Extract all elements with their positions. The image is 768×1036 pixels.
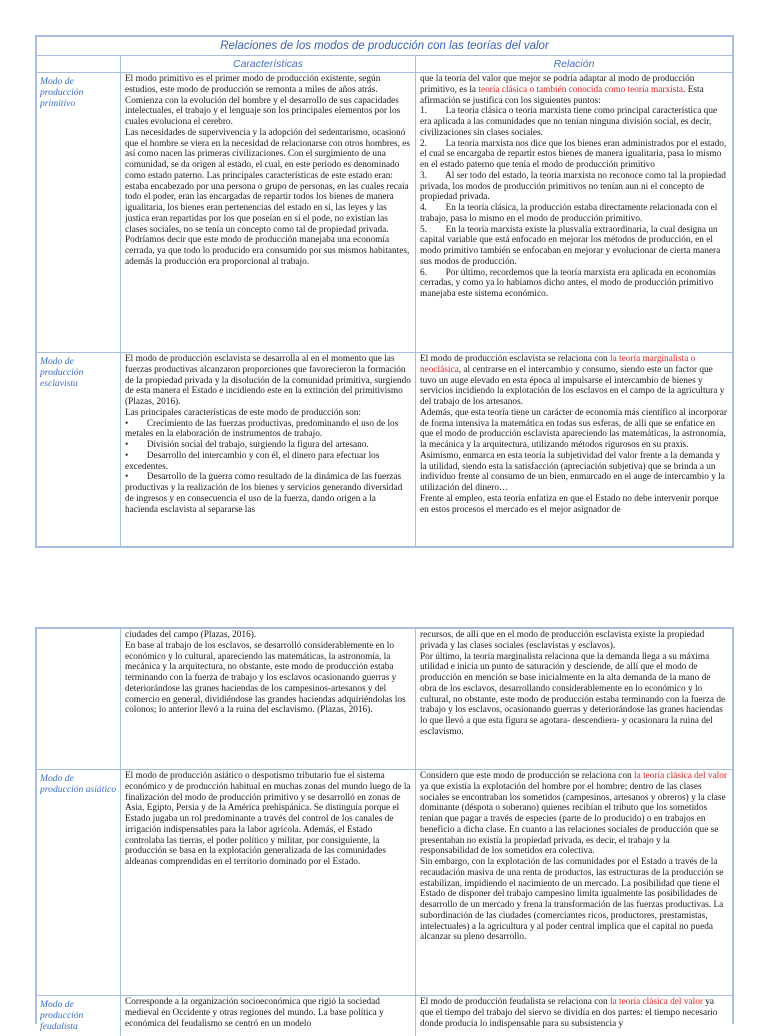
relations-table: [35, 35, 734, 548]
row-label: Modo de producción primitivo: [40, 76, 84, 109]
header-characteristics: Características: [121, 56, 416, 72]
highlighted-theory: la teoría clásica del valor: [610, 997, 703, 1007]
highlighted-theory: la teoría clásica del valor: [634, 771, 727, 781]
highlighted-theory: la teoría marginalista o neoclásica: [420, 354, 698, 375]
characteristics-cell: El modo de producción asiático o despotismo tributario fue el sistema económico y de producción habitual en muchas zonas del mundo luego de la finalización del modo de producción primitivo y se desarrolló en zonas de Asia, Egipto, Persia y de la América prehispánica. Se distinguía porque el Estado jugaba un rol predominante a través del control de los canales de irrigación indispensables para la labor agrícola. Además, el Estado controlaba las tierras, el poder político y militar, por consiguiente, la producción se basa en la explotación generalizada de las comunidades aldeanas comprendidas en el territorio dominado por el Estado.: [125, 771, 413, 867]
relation-cell: El modo de producción feudalista se relaciona con la teoría clásica del valor ya que el tiempo del trabajo del siervo se dividía en dos partes: el tiempo necesario donde producía lo indispensable para su subsistencia y: [420, 997, 720, 1029]
row-label: Modo de producción feudalista: [40, 999, 84, 1032]
relation-cell: El modo de producción esclavista se relaciona con la teoría marginalista o neoclásica, al centrarse en el intercambio y consumo, siendo este un factor que tuvo un auge elevado en esta época al impulsarse el intercambio de bienes y servicios incidiendo la explotación de los esclavos en el campo de la agricultura y del trabajo de los artesanos. Además, que esta teoría tiene un carácter de economía más científico al incorporar de forma intensiva la matemática en todas sus esferas, de allí que se enfatice en que el modo de producción esclavista apareciendo las matemáticas, la astronomía, la mecánica y la arquitectura, utilizando métodos rigurosos en su praxis. Asimismo, enmarca en esta teoría la subjetividad del valor frente a la demanda y la utilidad, siendo esta la satisfacción (apreciación subjetiva) que se brinda a un individuo frente al consumo de un bien, enmarcado en el auge de intercambio y la utilización del dinero… Frente al empleo, esta teoría enfatiza en que el Estado no debe intervenir porque en estos procesos el mercado es el mejor asignador de: [420, 354, 727, 515]
relation-cell: recursos, de allí que en el modo de producción esclavista existe la propiedad privada y las clases sociales (esclavistas y esclavos). Por último, la teoría marginalista relaciona que la demanda llega a su máxima utilidad e inicia un punto de saturación y desciende, de allí que el modo de producción en mención se base inicialmente en la alta demanda de la mano de obra de los esclavos, desarrollando considerablemente en lo económico y lo cultural, no obstante, este modo de producción estaba terminando con la fuerza de trabajo y los esclavos, ocasionando guerras y deteriorándose las granes haciendas lo que llevó a que esta figura se agotara- descendiera- y ocasionara la ruina del esclavismo.: [420, 630, 726, 737]
header-empty-cell: [37, 56, 121, 72]
relation-cell: que la teoría del valor que mejor se podría adaptar al modo de producción primitivo, es la teoría clásica o también conocida como teoría marxista. Esta afirmación se justifica con los siguientes puntos: 1. La teoría clásica o teoría marxista tiene como principal característica que era aplicada a las comunidades que no tenían ninguna división social, es decir, civilizaciones sin clases sociales. 2. La teoría marxista nos dice que los bienes eran administrados por el estado, el cual se encargaba de repartir estos bienes de manera igualitaria, pasa lo mismo en el estado paterno que tenía el modo de producción primitivo 3. Al ser todo del estado, la teoría marxista no reconoce como tal la propiedad privada, los modos de producción primitivos no tenían aun ni el concepto de propiedad privada. 4. En la teoría clásica, la producción estaba directamente relacionada con el trabajo, pasa lo mismo en el modo de producción primitivo. 5. En la teoría marxista existe la plusvalía extraordinaria, la cual designa un capital variable que está enfocado en mejorar los métodos de producción, en el modo primitivo también se enfocaban en mejorar y evolucionar de cierta manera sus modos de producción. 6. Por último, recordemos que la teoría marxista era aplicada en economías cerradas, y como ya lo habíamos dicho antes, el modo de producción primitivo manejaba este sistema económico.: [420, 74, 727, 299]
table-row-primitivo: [37, 73, 732, 353]
row-label: [37, 629, 120, 632]
relation-cell: Considero que este modo de producción se relaciona con la teoría clásica del valor ya que existía la explotación del hombre por el hombre; dentro de las clases sociales se encontraban los sometidos (campesinos, artesanos y obreros) y la clase dominante (déspota o soberano) quienes recibían el tributo que los sometidos tenían que pagar a través de especies (parte de lo producido) o en trabajos en beneficio a dicha clase. En cuanto a las relaciones sociales de producción que se presentaban no existía la propiedad privada, es decir, el trabajo y la responsabilidad de los sometidos era colectiva. Sin embargo, con la explotación de las comunidades por el Estado a través de la recaudación masiva de una renta de productos, las estructuras de la producción se estabilizan, impidiendo el nacimiento de un mercado. La posibilidad que tiene el Estado de disponer del trabajo campesino limita igualmente las posibilidades de desarrollo de un mercado y frena la transformación de las fuerzas productivas. La subordinación de las ciudades (comerciantes ricos, productores, prestamistas, intelectuales) a la agricultura y al poder central implica que el capital no pueda alcanzar su pleno desarrollo.: [420, 771, 727, 943]
characteristics-cell: Corresponde a la organización socioeconómica que rigió la sociedad medieval en Occidente y otras regiones del mundo. La base política y económica del feudalismo se centró en un modelo: [125, 997, 387, 1029]
header-relation: Relación: [553, 58, 595, 70]
highlighted-theory: teoría clásica o también conocida como teoría marxista: [478, 84, 684, 95]
table-row-esclavista: [37, 353, 732, 547]
table-row-asiatico: [37, 770, 732, 996]
characteristics-cell: El modo de producción esclavista se desarrolla al en el momento que las fuerzas productivas alcanzaron proporciones que favorecieron la formación de la propiedad privada y la disolución de la comunidad primitiva, surgiendo de esta manera el Estado e incidiendo este en la extinción del primitivismo (Plazas, 2016). Las principales características de este modo de producción son: • Crecimiento de las fuerzas productivas, predominando el uso de los metales en la elaboración de instrumentos de trabajo. • División social del trabajo, surgiendo la figura del artesano. • Desarrollo del intercambio y con él, el dinero para efectuar los excedentes. • Desarrollo de la guerra como resultado de la dinámica de las fuerzas productivas y la realización de los bienes y servicios generando diversidad de ingresos y en consecuencia el uso de la fuerza, dando origen a la hacienda esclavista al separarse las: [125, 354, 411, 515]
row-label: Modo de producción esclavista: [40, 356, 84, 389]
row-label: Modo de producción asiático: [40, 773, 117, 795]
relations-table-continued: [35, 627, 734, 1032]
characteristics-cell: El modo primitivo es el primer modo de producción existente, según estudios, este modo de producción se remonta a miles de años atrás. Comienza con la evolución del hombre y el desarrollo de sus capacidades intelectuales, el trabajo y el lenguaje son los principales elementos por los cuales evoluciona el cerebro. Las necesidades de supervivencia y la adopción del sedentarismo, ocasionó que el hombre se viera en la necesidad de relacionarse con otros hombres, es así como nacen las primeras civilizaciones. Con el surgimiento de una comunidad, se da origen al estado, el cual, en este periodo es denominado como estado paterno. Las principales características de este estado eran: estaba encabezado por una persona o grupo de personas, en las cuales recaía todo el poder, eran las encargadas de repartir todos los bienes de manera igualitaria, los bienes eran pertenencias del estado en sí, las leyes y las justica eran repartidas por los que poseían en sí el pode, no existían las clases sociales, no se tenía un concepto como tal de propiedad privada. Podríamos decir que este modo de producción manejaba una economía cerrada, ya que todo lo producido era consumido por sus mismos habitantes, además la producción era proporcional al trabajo.: [125, 74, 410, 267]
characteristics-cell: ciudades del campo (Plazas, 2016). En base al trabajo de los esclavos, se desarrolló considerablemente en lo económico y lo cultural, apareciendo las matemáticas, la astronomía, la mecánica y la arquitectura, no obstante, este modo de producción estaba terminando con la fuerza de trabajo y los esclavos ocasionando guerras y deteriorándose las granes haciendas de los campesinos-artesanos y del comercio en general, dividiéndose las grandes haciendas adquiriéndolas los colonos; lo anterior llevó a la ruina del esclavismo. (Plazas, 2016).: [125, 630, 406, 716]
table-row-feudalista: [37, 996, 732, 1036]
table-row-esclavista-continued: [37, 629, 732, 770]
table-header: [37, 56, 732, 73]
table-title: Relaciones de los modos de producción con las teorías del valor: [37, 37, 732, 56]
